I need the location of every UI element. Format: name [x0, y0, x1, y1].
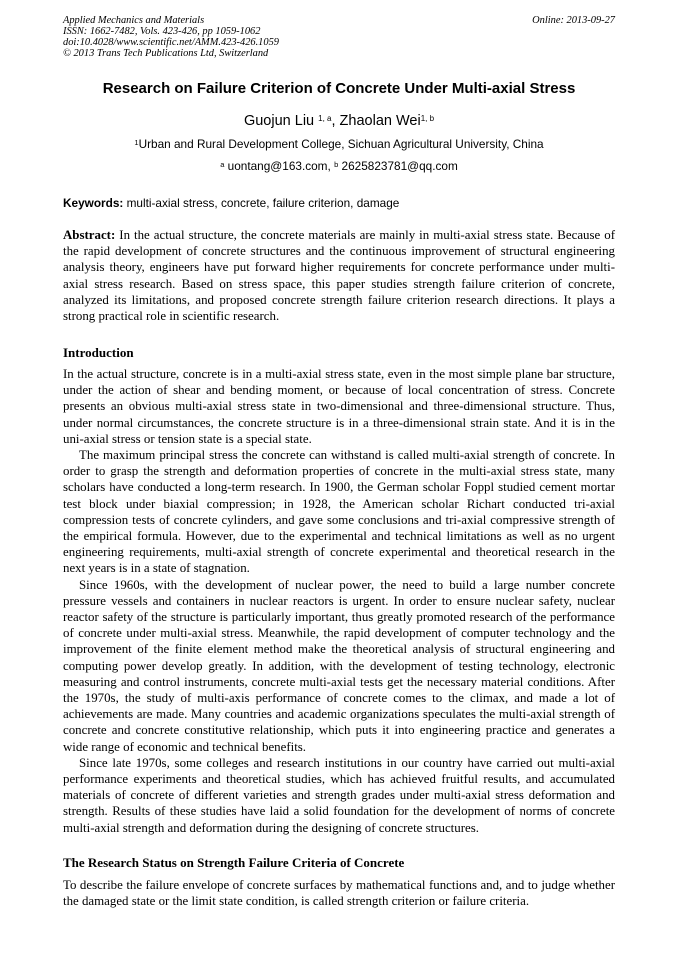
abstract-text: In the actual structure, the concrete materials are mainly in multi-axial stress state. Because of the rapid development of concrete structures and the continuous improvement of structural engineering analysis theory, engineers have put forward higher requirements for concrete performance under multi-axial stress research. Based on stress space, this paper studies strength failure criterion of concrete, analyzed its limitations, and proposed concrete strength failure criterion research directions. It plays a strong practical role in scientific research.: [63, 228, 615, 324]
abstract-label: Abstract:: [63, 228, 116, 242]
keywords-label: Keywords:: [63, 196, 124, 210]
email-address[interactable]: 2625823781@qq.com: [341, 159, 458, 173]
author-separator: ,: [331, 113, 340, 129]
paragraph: Since 1960s, with the development of nuclear power, the need to build a large number concrete pressure vessels and containers in nuclear reactors is urgent. In order to ensure nuclear safety, nuclear reactor safety of the structure is particularly important, thus greatly promoted research of the performance of concrete under multi-axial stress. Meanwhile, the rapid development of computer technology and the improvement of the finite element method make the theoretical analysis of structural engineering and computing power develop greatly. In addition, with the development of testing technology, electronic measuring and control instruments, concrete multi-axial tests get the necessary material conditions. After the 1970s, the study of multi-axis performance of concrete comes to the climax, and made a lot of achievements are made. Many countries and academic organizations speculates the multi-axial strength of concrete and concrete constitutive relationship, which puts it into engineering practice and generates a wide range of economic and technical benefits.: [63, 577, 615, 754]
online-date: Online: 2013-09-27: [532, 15, 615, 26]
paragraph: In the actual structure, concrete is in a multi-axial stress state, even in the most simple plane bar structure, under the action of shear and bending moment, or because of local concentration of stress. Concrete presents an obvious multi-axial stress state in two-dimensional and three-dimensional structure. Thus, under normal circumstances, the concrete structure is in a three-dimensional strain state. And it is in the uni-axial stress or tension state is a special state.: [63, 367, 615, 446]
doi-line: doi:10.4028/www.scientific.net/AMM.423-426.1059: [63, 37, 279, 48]
paragraph: Since late 1970s, some colleges and research institutions in our country have carried out multi-axial performance experiments and theoretical studies, which has achieved fruitful results, and accumulated materials of concrete of different varieties and strength grades under multi-axial stress deformation and strength. Results of these studies have laid a solid foundation for the development of norms of concrete multi-axial strength and deformation during the designing of concrete structures.: [63, 755, 615, 835]
author-superscript: 1, b: [420, 114, 435, 123]
email-superscript: a: [220, 160, 225, 169]
author-name: Zhaolan Wei: [339, 113, 421, 129]
email-address[interactable]: uontang@163.com,: [227, 159, 331, 173]
paper-title: Research on Failure Criterion of Concrete Under Multi-axial Stress: [102, 80, 576, 97]
email-superscript: b: [334, 160, 339, 169]
author-name: Guojun Liu: [243, 113, 315, 129]
page-header: [63, 15, 615, 59]
issn-line: ISSN: 1662-7482, Vols. 423-426, pp 1059-1062: [63, 26, 261, 37]
paragraph: The maximum principal stress the concrete can withstand is called multi-axial strength of concrete. In order to grasp the strength and deformation properties of concrete in the multi-axial stress state, many scholars have conducted a long-term research. In 1900, the German scholar Foppl studied cement mortar test block under biaxial compression; in 1928, the American scholar Richart conducted tri-axial compression tests of concrete cylinders, and gave some conclusions and tri-axial compressive strength of the empirical formula. However, due to the experimental and technical limitations as well as no urgent engineering requirements, multi-axial strength of concrete experimental and theoretical research in the next years is in a state of stagnation.: [63, 448, 615, 576]
keywords-text: multi-axial stress, concrete, failure criterion, damage: [126, 196, 400, 210]
affiliation-text: Urban and Rural Development College, Sichuan Agricultural University, China: [138, 137, 544, 151]
section-heading-research-status: The Research Status on Strength Failure Criteria of Concrete: [63, 855, 405, 870]
copyright-line: © 2013 Trans Tech Publications Ltd, Switzerland: [63, 48, 269, 59]
keywords: [63, 196, 615, 211]
author-superscript: 1, a: [318, 114, 332, 123]
paragraph: To describe the failure envelope of concrete surfaces by mathematical functions and, and to judge whether the damaged state or the limit state condition, is called strength criterion or failure criteria.: [63, 878, 615, 909]
section-heading-introduction: Introduction: [63, 345, 134, 360]
affiliation-superscript: 1: [134, 138, 139, 147]
email-line: [0, 159, 678, 174]
abstract: [63, 227, 615, 324]
author-line: [0, 112, 678, 130]
affiliation: [0, 137, 678, 152]
introduction-body: [63, 366, 615, 836]
research-status-body: [63, 877, 615, 909]
journal-name: Applied Mechanics and Materials: [63, 15, 205, 26]
